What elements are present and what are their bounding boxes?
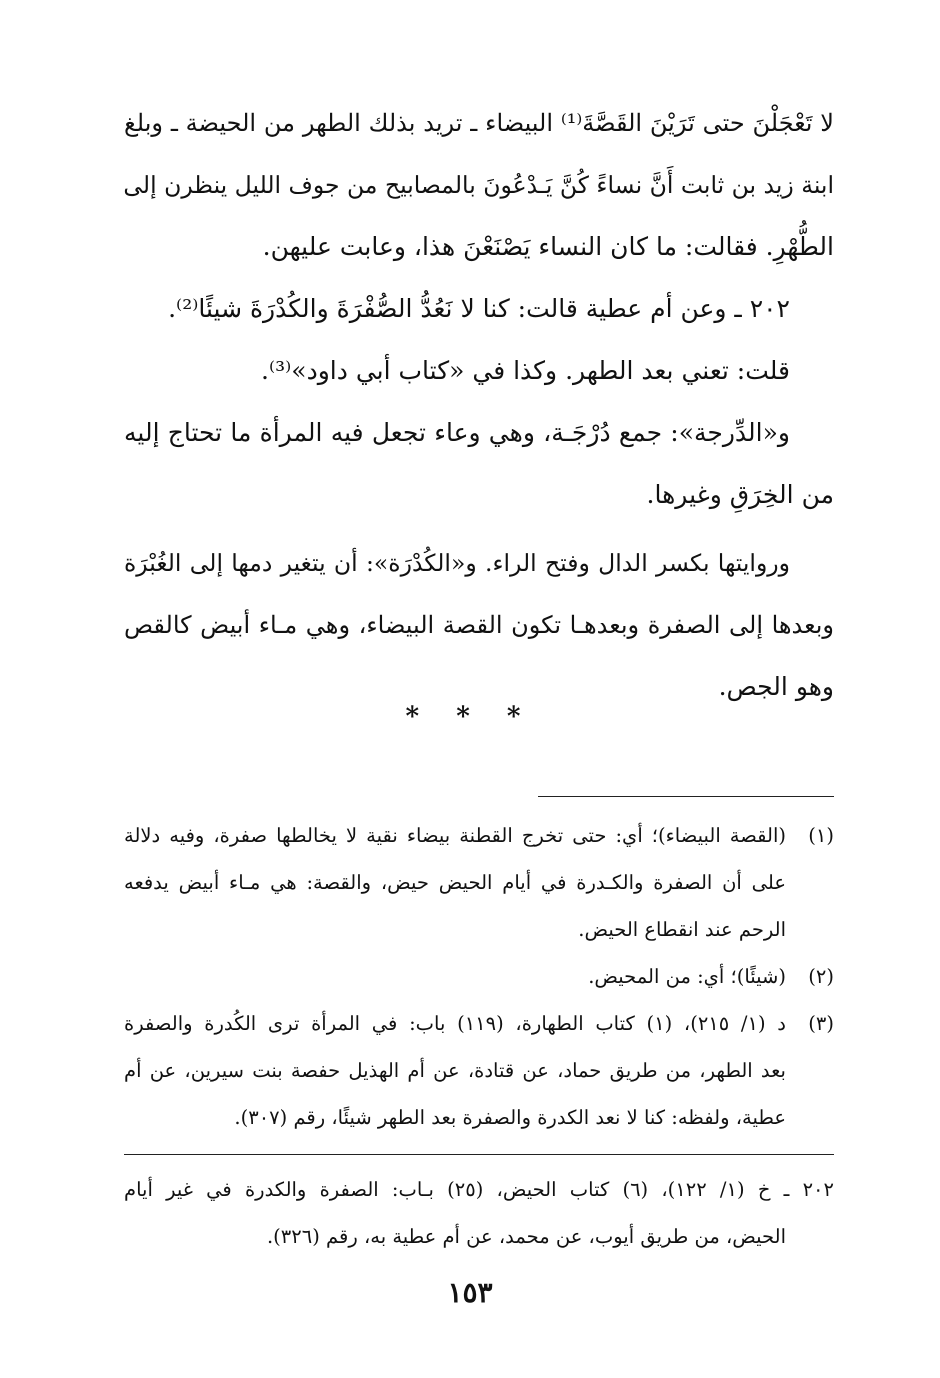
section-separator: * * * [405,702,535,732]
footnote-text: (شيئًا)؛ أي: من المحيض. [588,965,786,988]
text-line: و«الدِّرجة»: جمع دُرْجَـة، وهي وعاء تجعل فيه المرأة ما تحتاج إليه [124,418,790,447]
footnote-number: (١) [808,824,834,847]
page-number: ١٥٣ [447,1276,493,1309]
footnote-text: (القصة البيضاء)؛ أي: حتى تخرج القطنة بيضاء نقية لا يخالطها صفرة، وفيه دلالة [124,824,786,847]
reference-line: ٢٠٢ ـ خ (١/ ١٢٢)، (٦) كتاب الحيض، (٢٥) بـاب: الصفرة والكدرة في غير أيام [124,1178,834,1201]
reference-divider [124,1154,834,1155]
text-line: الطُّهْرِ. فقالت: ما كان النساء يَصْنَعْنَ هذا، وعابت عليهن. [262,232,834,261]
footnote-line: بعد الطهر، من طريق حماد، عن قتادة، عن أم الهذيل حفصة بنت سيرين، عن أم [124,1059,786,1082]
main-text [124,92,834,718]
text-line: لا تَعْجَلْنَ حتى تَرَيْنَ القَصَّةَ⁽¹⁾ البيضاء ـ تريد بذلك الطهر من الحيضة ـ وبلغ [124,109,834,137]
footnote-number: (٢) [808,965,834,988]
footnote-line: الرحم عند انقطاع الحيض. [578,918,786,941]
footnote-line [124,953,834,1000]
text-line: وهو الجص. [718,672,834,701]
hadith-reference [124,1166,834,1260]
footnotes [124,812,834,1141]
hadith-line: ٢٠٢ ـ وعن أم عطية قالت: كنا لا نَعُدُّ الصُّفْرَةَ والكُدْرَةَ شيئًا⁽²⁾. [168,294,790,323]
footnote-line: على أن الصفرة والكـدرة في أيام الحيض حيض، والقصة: هي مـاء أبيض يدفعه [124,871,786,894]
footnote-line [124,812,834,859]
text-line: قلت: تعني بعد الطهر. وكذا في «كتاب أبي داود»⁽³⁾. [261,356,790,385]
text-line: وروايتها بكسر الدال وفتح الراء. و«الكُدْرَة»: أن يتغير دمها إلى الغُبْرَة [124,549,790,577]
footnote-line: عطية، ولفظه: كنا لا نعد الكدرة والصفرة بعد الطهر شيئًا، رقم (٣٠٧). [234,1106,786,1129]
text-line: من الخِرَقِ وغيرها. [646,480,834,509]
footnote-divider [538,796,834,797]
text-line: ابنة زيد بن ثابت أَنَّ نساءً كُنَّ يَـدْعُونَ بالمصابيح من جوف الليل ينظرن إلى [123,171,834,199]
reference-line: الحيض، من طريق أيوب، عن محمد، عن أم عطية به، رقم (٣٢٦). [266,1225,786,1248]
text-line: وبعدها إلى الصفرة وبعدهـا تكون القصة البيضاء، وهي مـاء أبيض كالقص [124,611,834,639]
footnote-line [124,1000,834,1047]
footnote-number: (٣) [808,1012,834,1035]
footnote-text: د (١/ ٢١٥)، (١) كتاب الطهارة، (١١٩) باب: في المرأة ترى الكُدرة والصفرة [124,1012,786,1035]
